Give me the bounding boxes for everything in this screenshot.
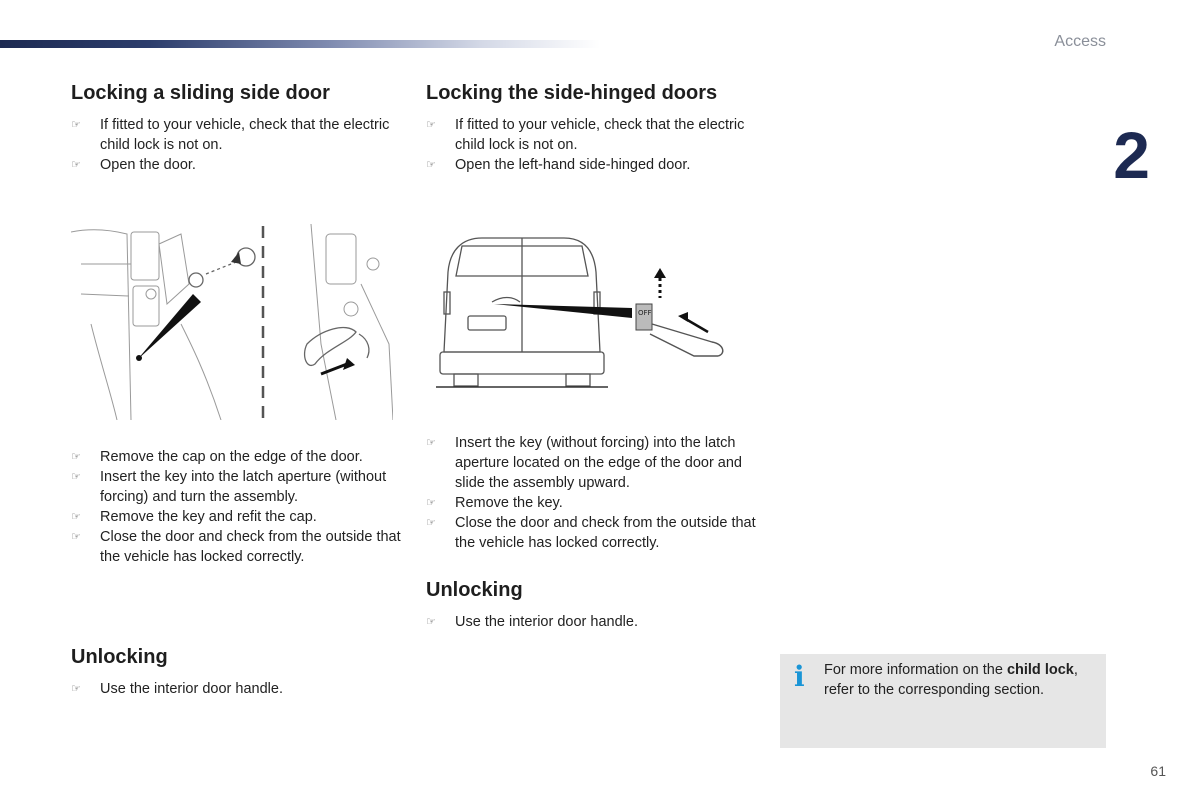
side-hinged-unlocking — [426, 579, 756, 632]
unlocking-steps — [71, 679, 401, 699]
hand-pointer-icon: ☞ — [426, 616, 436, 628]
info-text: For more information on the child lock, refer to the corresponding section. — [824, 662, 1078, 698]
list-item: ☞ Remove the key. — [426, 495, 563, 511]
hand-pointer-icon: ☞ — [426, 517, 436, 529]
list-item: ☞ Use the interior door handle. — [426, 614, 638, 630]
list-item: ☞ Open the door. — [71, 157, 196, 173]
sliding-door-steps-block — [71, 447, 401, 567]
list-item: ☞ Remove the cap on the edge of the door. — [71, 449, 363, 465]
hand-pointer-icon: ☞ — [71, 683, 81, 695]
side-hinged-title: Locking the side-hinged doors — [426, 82, 718, 104]
unlocking-steps — [426, 612, 756, 632]
sliding-door-unlocking — [71, 646, 401, 699]
list-item: ☞ Insert the key into the latch aperture (without forcing) and turn the assembly. — [71, 469, 387, 505]
info-icon: i — [794, 660, 805, 693]
page-number: 61 — [1150, 763, 1166, 779]
sliding-door-section — [71, 82, 401, 175]
side-hinged-door-illustration — [432, 232, 732, 392]
child-lock-link-text: child lock — [1006, 662, 1074, 678]
header-color-band — [0, 40, 600, 48]
unlocking-title: Unlocking — [71, 646, 168, 668]
hand-pointer-icon: ☞ — [71, 471, 81, 483]
sliding-door-steps — [71, 447, 401, 567]
side-hinged-intro-steps — [426, 115, 756, 175]
list-item: ☞ Remove the key and refit the cap. — [71, 509, 317, 525]
chapter-number: 2 — [1113, 118, 1150, 192]
side-hinged-section — [426, 82, 756, 175]
side-hinged-steps-block — [426, 433, 756, 553]
list-item: ☞ Close the door and check from the outside that the vehicle has locked correctly. — [71, 529, 401, 565]
hand-pointer-icon: ☞ — [71, 531, 81, 543]
hand-pointer-icon: ☞ — [426, 159, 436, 171]
list-item: ☞ Open the left-hand side-hinged door. — [426, 157, 691, 173]
hand-pointer-icon: ☞ — [426, 437, 436, 449]
section-title: Access — [1054, 33, 1106, 50]
sliding-door-illustration — [71, 224, 393, 420]
off-label: OFF — [638, 309, 652, 317]
sliding-door-title: Locking a sliding side door — [71, 82, 330, 104]
list-item: ☞ Use the interior door handle. — [71, 681, 283, 697]
unlocking-title: Unlocking — [426, 579, 523, 601]
hand-pointer-icon: ☞ — [71, 159, 81, 171]
side-hinged-steps — [426, 433, 756, 553]
list-item: ☞ Insert the key (without forcing) into the latch aperture located on the edge of the door and slide the assembly upward. — [426, 435, 742, 491]
list-item: ☞ If fitted to your vehicle, check that the electric child lock is not on. — [71, 117, 390, 153]
hand-pointer-icon: ☞ — [426, 119, 436, 131]
hand-pointer-icon: ☞ — [71, 511, 81, 523]
info-box — [780, 654, 1106, 748]
hand-pointer-icon: ☞ — [71, 119, 81, 131]
hand-pointer-icon: ☞ — [426, 497, 436, 509]
sliding-door-intro-steps — [71, 115, 401, 175]
list-item: ☞ Close the door and check from the outside that the vehicle has locked correctly. — [426, 515, 756, 551]
list-item: ☞ If fitted to your vehicle, check that the electric child lock is not on. — [426, 117, 745, 153]
hand-pointer-icon: ☞ — [71, 451, 81, 463]
